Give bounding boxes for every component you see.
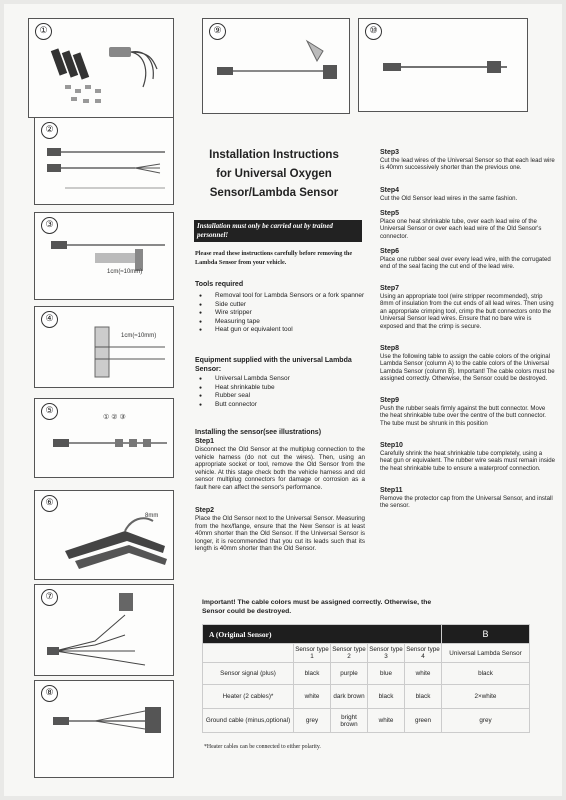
- butt-connector-illustration: [35, 307, 173, 387]
- list-item: ● Rubber seal: [195, 392, 365, 401]
- list-item: ● Butt connector: [195, 401, 365, 410]
- table-cell: dark brown: [331, 685, 368, 709]
- table-cell: [203, 644, 294, 663]
- step-text: Cut the Old Sensor lead wires in the same fashion.: [380, 195, 518, 202]
- installed-sensor-illustration: [359, 19, 527, 111]
- warning-banner: Installation must only be carried out by trained personnel!: [194, 220, 362, 242]
- list-item: ● Wire stripper: [195, 309, 365, 318]
- step-text: Place one rubber seal over every lead wire, with the corrugated end of the seal facing the cut end of the lead wire.: [380, 256, 551, 271]
- figure-number: ③: [41, 217, 58, 234]
- table-cell: Sensor type 4: [405, 644, 442, 663]
- figure-number: ④: [41, 311, 58, 328]
- list-item: ● Removal tool for Lambda Sensors or a fork spanner: [195, 292, 365, 301]
- instruction-sheet: [4, 4, 562, 796]
- figure-9: [202, 18, 350, 114]
- step-8: [380, 344, 555, 383]
- table-cell: white: [368, 709, 405, 733]
- table-cell: Sensor type 3: [368, 644, 405, 663]
- table-cell: black: [294, 663, 331, 685]
- step-text: Place one heat shrinkable tube, over each lead wire of the Universal Sensor or over each lead wire of the Old Sensor's connector.: [380, 218, 542, 240]
- table-footnote: *Heater cables can be connected to either polarity.: [204, 744, 321, 750]
- step-label: Step1: [195, 438, 215, 445]
- figure-number: ⑧: [41, 685, 58, 702]
- intro-text: Please read these instructions carefully before removing the Lambda Sensor from your vehicle.: [195, 250, 353, 266]
- step-text: Place the Old Sensor next to the Universal Sensor. Measuring from the hex/flange, ensure that the New Sensor is at least 40mm shorter than the Old Sensor. If the Universal Sensor is longer, it is recommended that you cut its leads such that its length is 40mm shorter than the Old Sensor.: [195, 515, 365, 553]
- step-9: [380, 396, 555, 427]
- list-item: ● Measuring tape: [195, 318, 365, 327]
- figure-caption: ① ② ③: [103, 414, 126, 421]
- figure-2: [34, 117, 174, 205]
- column-a-header: A (Original Sensor): [203, 625, 442, 644]
- step-label: Step4: [380, 187, 400, 194]
- table-cell: Sensor type 1: [294, 644, 331, 663]
- step-label: Step9: [380, 397, 400, 404]
- step-label: Step7: [380, 285, 400, 292]
- wire-seals-illustration: [35, 399, 173, 477]
- protector-cap-illustration: [203, 19, 349, 113]
- table-row: [203, 685, 530, 709]
- step-4: [380, 186, 555, 202]
- page-title-line-3: Sensor/Lambda Sensor: [209, 187, 339, 199]
- figure-number: ⑦: [41, 589, 58, 606]
- important-notice: Important! The cable colors must be assigned correctly. Otherwise, the Sensor could be destroyed.: [202, 599, 432, 615]
- step-label: Step11: [380, 487, 403, 494]
- table-cell: bright brown: [331, 709, 368, 733]
- crimping-tool-illustration: [35, 491, 173, 579]
- table-cell: white: [405, 663, 442, 685]
- step-11: [380, 486, 555, 510]
- install-heading: Installing the sensor(see illustrations): [195, 429, 322, 436]
- table-cell: white: [294, 685, 331, 709]
- figure-3: [34, 212, 174, 300]
- equipment-list: [195, 375, 365, 409]
- table-cell: Sensor signal (plus): [203, 663, 294, 685]
- figure-number: ①: [35, 23, 52, 40]
- step-text: Using an appropriate tool (wire stripper recommended), strip 8mm of insulation from the cut ends of all lead wires. Then using an appropriate crimping tool, crimp the butt connectors onto the Universal Sensor lead wires. Ensure that no bare wire is exposed and that the crimp is secure.: [380, 293, 554, 330]
- table-cell: 2×white: [442, 685, 530, 709]
- sensor-kit-illustration: [29, 19, 173, 117]
- table-cell: purple: [331, 663, 368, 685]
- step-text: Push the rubber seals firmly against the butt connector. Move the heat shrinkable tube over the centre of the butt connector. The tube must be shrunk in this position: [380, 405, 546, 427]
- table-cell: green: [405, 709, 442, 733]
- figure-caption: 1cm(≈10mm): [121, 333, 157, 339]
- wire-assignment-illustration: [35, 585, 173, 675]
- table-cell: grey: [294, 709, 331, 733]
- cut-wires-illustration: [35, 118, 173, 204]
- list-item: ● Heat gun or equivalent tool: [195, 326, 365, 335]
- figure-caption: 1cm(≈10mm): [107, 269, 143, 275]
- figure-6: [34, 490, 174, 580]
- figure-number: ⑩: [365, 23, 382, 40]
- step-label: Step8: [380, 345, 400, 352]
- step-label: Step2: [195, 507, 215, 514]
- figure-number: ⑨: [209, 23, 226, 40]
- table-row: [203, 663, 530, 685]
- table-cell: grey: [442, 709, 530, 733]
- figure-caption: 8mm: [145, 513, 159, 519]
- table-cell: Ground cable (minus,optional): [203, 709, 294, 733]
- figure-5: [34, 398, 174, 478]
- finished-sensor-illustration: [35, 681, 173, 777]
- page-title-line-1: Installation Instructions: [209, 149, 339, 161]
- step-label: Step3: [380, 149, 400, 156]
- figure-number: ②: [41, 122, 58, 139]
- table-cell: Sensor type 2: [331, 644, 368, 663]
- table-header-row: [203, 644, 530, 663]
- list-item: ● Universal Lambda Sensor: [195, 375, 365, 384]
- step-text: Cut the lead wires of the Universal Sensor so that each lead wire is 40mm successively shorter than the previous one.: [380, 157, 555, 172]
- figure-1: [28, 18, 174, 118]
- step-6: [380, 247, 555, 271]
- step-text: Carefully shrink the heat shrinkable tube completely, using a heat gun or equivalent. The rubber wire seals must remain inside the heat shrinkable tube to ensure a waterproof connection.: [380, 450, 556, 472]
- step-text: Disconnect the Old Sensor at the multiplug connection to the vehicle harness (do not cut the wires). Then, using an appropriate socket or tool, remove the Old Sensor from the vehicle. At this stage check both the vehicle harness and old sensor multiplug connectors for damage or corrosion as a fault here can affect the sensor's performance.: [195, 446, 365, 491]
- table-cell: black: [368, 685, 405, 709]
- column-b-header: B: [442, 625, 530, 644]
- page-title-line-2: for Universal Oxygen: [216, 168, 332, 180]
- cable-color-table: [202, 624, 530, 733]
- step-label: Step10: [380, 442, 403, 449]
- step-text: Remove the protector cap from the Universal Sensor, and install the sensor.: [380, 495, 553, 510]
- step-7: [380, 284, 555, 330]
- equipment-heading: Equipment supplied with the universal Lambda Sensor:: [195, 357, 352, 373]
- step-5: [380, 209, 555, 240]
- table-row: [203, 709, 530, 733]
- table-cell: black: [442, 663, 530, 685]
- step-label: Step5: [380, 210, 400, 217]
- figure-10: [358, 18, 528, 112]
- step-10: [380, 441, 555, 472]
- step-label: Step6: [380, 248, 400, 255]
- tools-heading: Tools required: [195, 281, 244, 288]
- step-text: Use the following table to assign the cable colors of the original Lambda Sensor (column A) to the cable colors of the Universal Lambda Sensor (column B). Important! The cable colors must be assigned correctly. Otherwise, the Sensor could be destroyed.: [380, 353, 555, 383]
- figure-4: [34, 306, 174, 388]
- figure-number: ⑤: [41, 403, 58, 420]
- table-cell: Heater (2 cables)*: [203, 685, 294, 709]
- figure-8: [34, 680, 174, 778]
- step-3: [380, 148, 555, 172]
- tools-list: [195, 292, 365, 335]
- figure-number: ⑥: [41, 495, 58, 512]
- table-cell: Universal Lambda Sensor: [442, 644, 530, 663]
- list-item: ● Heat shrinkable tube: [195, 384, 365, 393]
- strip-wire-illustration: [35, 213, 173, 299]
- table-cell: blue: [368, 663, 405, 685]
- table-cell: black: [405, 685, 442, 709]
- figure-7: [34, 584, 174, 676]
- list-item: ● Side cutter: [195, 301, 365, 310]
